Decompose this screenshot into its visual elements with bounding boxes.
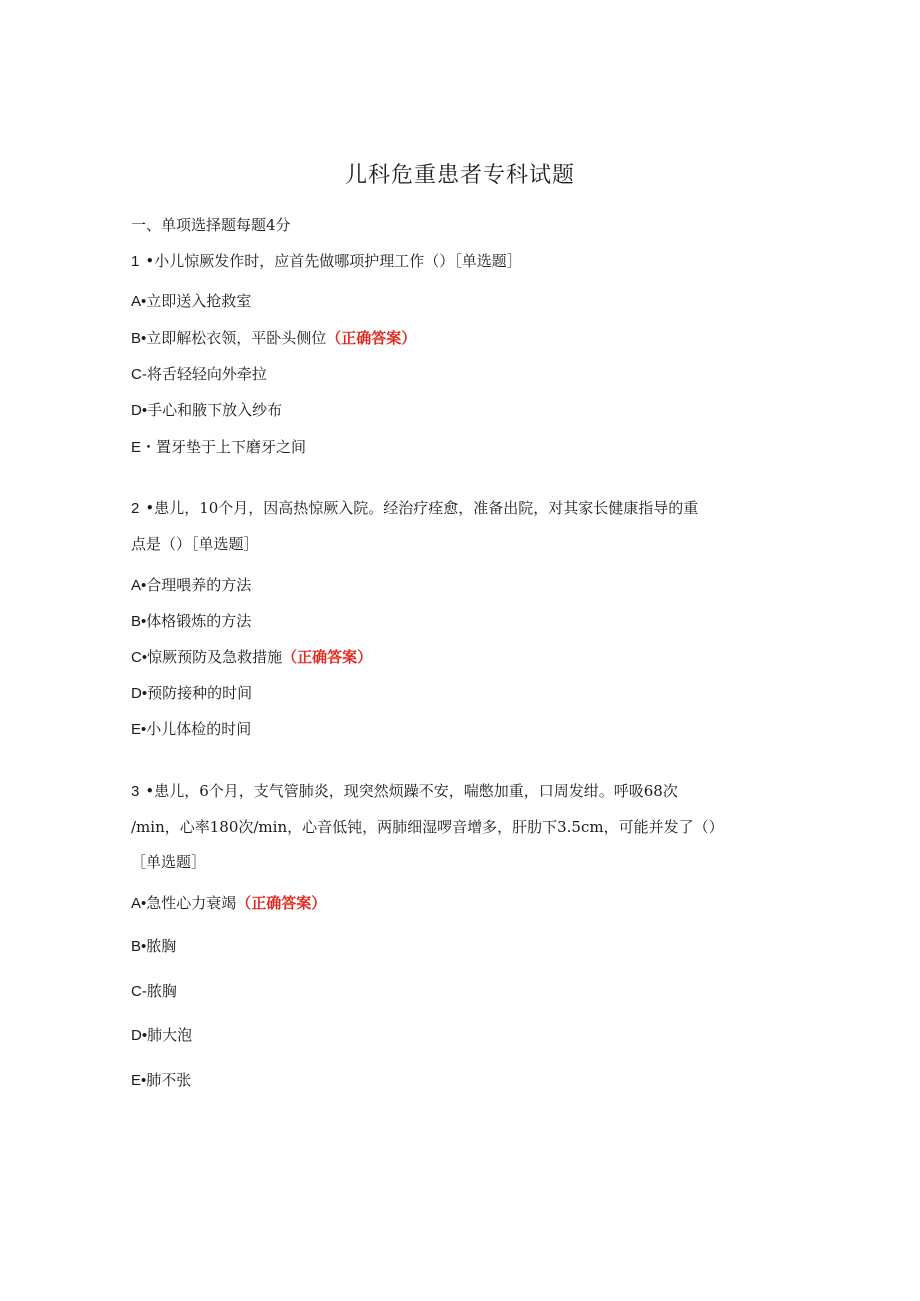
option-text: 体格锻炼的方法 <box>146 612 252 630</box>
question-stem <box>131 780 678 803</box>
correct-answer-label: （正确答案） <box>282 648 373 666</box>
option-row <box>131 399 282 422</box>
question-text: •小儿惊厥发作时，应首先做哪项护理工作（）［单选题］ <box>145 252 522 270</box>
option-letter: A• <box>131 577 147 594</box>
option-letter: A• <box>131 293 147 310</box>
option-letter: E• <box>131 721 147 738</box>
option-row <box>131 290 251 313</box>
section-heading: 一、单项选择题每题4分 <box>131 216 291 234</box>
option-letter: D• <box>131 685 148 702</box>
question-stem <box>131 250 522 273</box>
option-letter: B• <box>131 613 147 630</box>
option-text: 立即送入抢救室 <box>146 292 252 310</box>
option-row <box>131 436 306 459</box>
option-row <box>131 980 177 1003</box>
question-number: 3 <box>131 783 140 800</box>
question-stem-continued: /min，心率180次/min，心音低钝，两肺细湿啰音增多，肝肋下3.5cm，可能并发了（） <box>131 818 724 836</box>
option-text: 肺不张 <box>146 1071 192 1089</box>
option-text: 将舌轻轻向外牵拉 <box>146 365 267 383</box>
option-text: 急性心力衰竭 <box>146 894 237 912</box>
correct-answer-label: （正确答案） <box>326 329 417 347</box>
option-letter: B• <box>131 330 147 347</box>
option-text: 立即解松衣领，平卧头侧位 <box>146 329 327 347</box>
option-text: 惊厥预防及急救措施 <box>147 648 283 666</box>
option-letter: C- <box>131 366 147 383</box>
option-row <box>131 327 416 350</box>
option-row <box>131 1024 192 1047</box>
option-text: 合理喂养的方法 <box>146 576 252 594</box>
option-text: 置牙垫于上下磨牙之间 <box>156 438 307 456</box>
option-text: 脓胸 <box>146 937 177 955</box>
question-stem-continued: ［单选题］ <box>131 853 207 871</box>
option-letter: A• <box>131 895 147 912</box>
option-letter: E・ <box>131 439 157 456</box>
option-letter: E• <box>131 1072 147 1089</box>
option-row <box>131 682 252 705</box>
option-row <box>131 935 176 958</box>
option-row <box>131 718 251 741</box>
option-text: 肺大泡 <box>147 1026 193 1044</box>
page-title: 儿科危重患者专科试题 <box>344 163 575 188</box>
option-row <box>131 610 251 633</box>
option-row <box>131 574 251 597</box>
option-letter: C• <box>131 649 148 666</box>
question-text: •患儿，10个月，因高热惊厥入院。经治疗痊愈，准备出院，对其家长健康指导的重 <box>145 499 699 517</box>
option-letter: D• <box>131 402 148 419</box>
option-text: 小儿体检的时间 <box>146 720 252 738</box>
question-stem-continued: 点是（）［单选题］ <box>131 535 259 553</box>
option-row <box>131 1069 191 1092</box>
option-row <box>131 363 267 386</box>
option-letter: D• <box>131 1027 148 1044</box>
question-text: •患儿，6个月，支气管肺炎，现突然烦躁不安，喘憋加重，口周发绀。呼吸68次 <box>145 782 678 800</box>
correct-answer-label: （正确答案） <box>236 894 327 912</box>
option-letter: B• <box>131 938 147 955</box>
question-stem <box>131 497 698 520</box>
option-row <box>131 892 326 915</box>
option-row <box>131 646 372 669</box>
question-number: 1 <box>131 253 140 270</box>
option-text: 手心和腋下放入纱布 <box>147 401 283 419</box>
option-letter: C- <box>131 983 147 1000</box>
option-text: 脓胸 <box>146 982 177 1000</box>
option-text: 预防接种的时间 <box>147 684 253 702</box>
question-number: 2 <box>131 500 140 517</box>
